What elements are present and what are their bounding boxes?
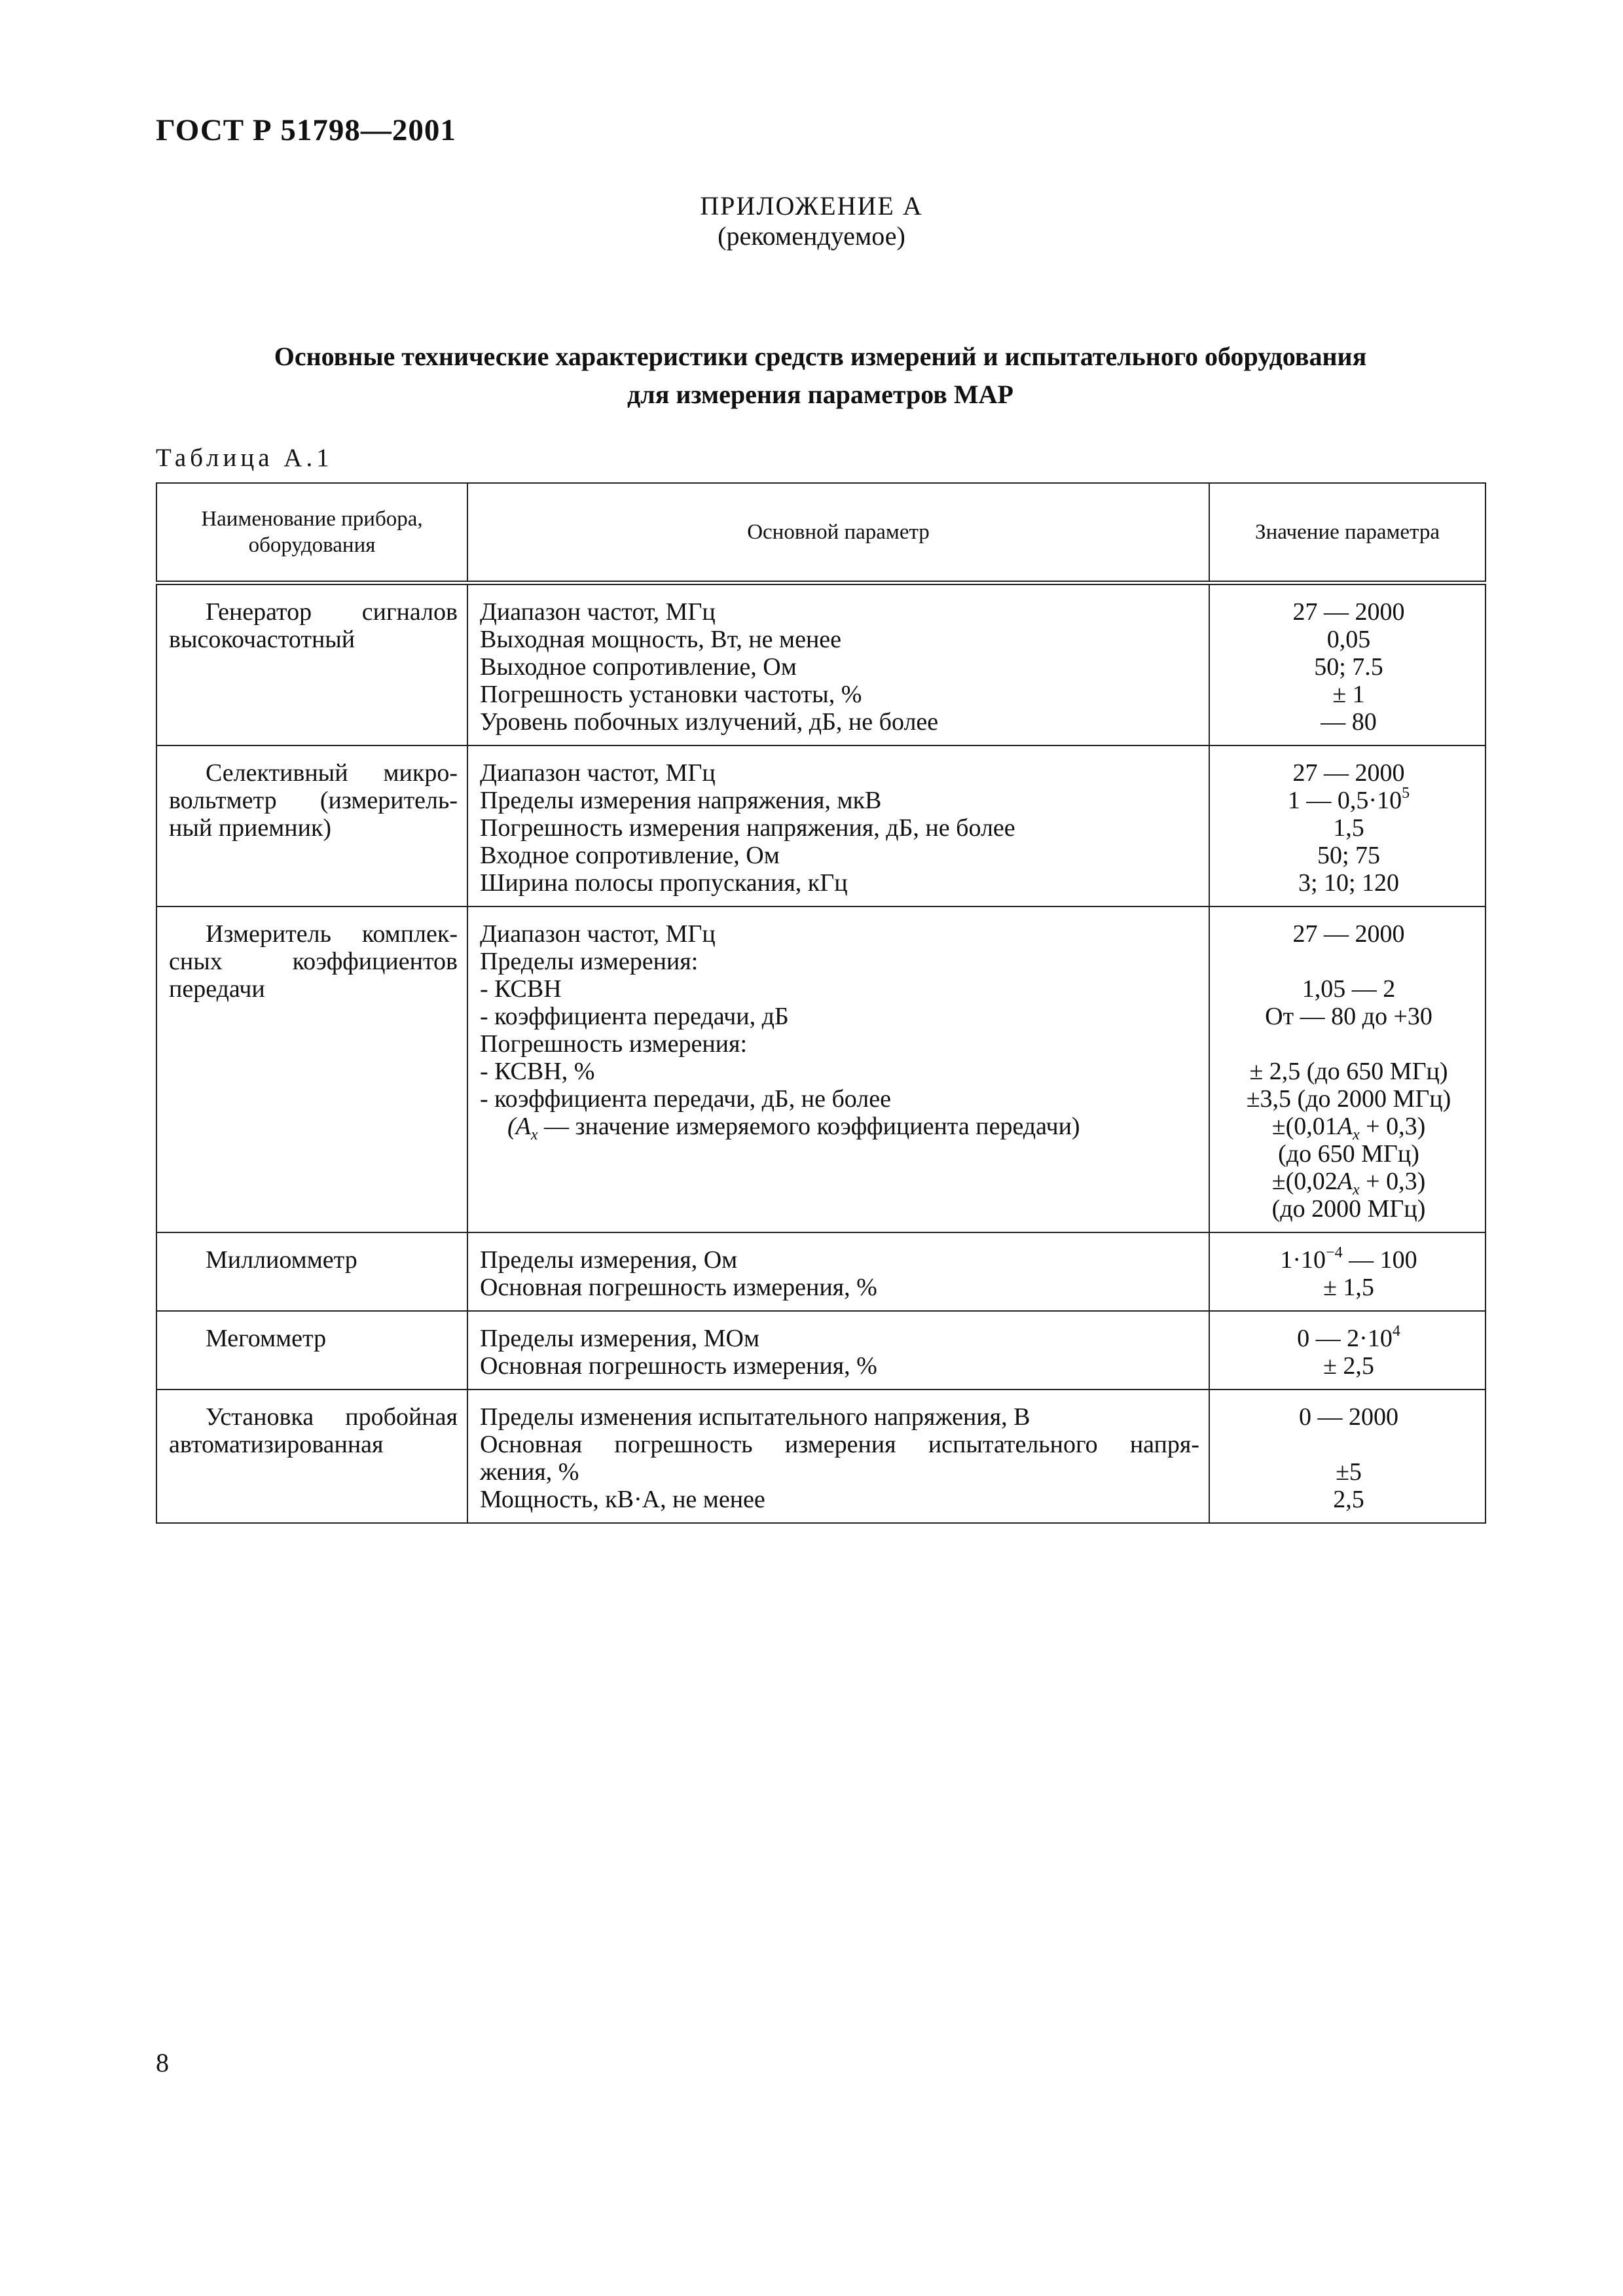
value-line: (до 2000 МГц) (1271, 1195, 1426, 1223)
table-row (156, 583, 1486, 746)
parameter-line: Выходная мощность, Вт, не менее (480, 626, 842, 653)
parameter-line: Погрешность измерения напряжения, дБ, не более (480, 814, 1015, 842)
value-cell (1209, 906, 1486, 1232)
device-cell (156, 1390, 467, 1523)
device-name-line: автоматизированная (169, 1431, 384, 1458)
device-name-line: Генератор сигналов (206, 598, 458, 626)
parameter-line: Диапазон частот, МГц (480, 759, 716, 787)
value-text: ±(0,01 (1271, 1113, 1338, 1140)
table-header-row (156, 483, 1486, 583)
table-caption: Таблица А.1 (156, 444, 333, 472)
value-line: 2,5 (1333, 1486, 1364, 1513)
device-name-line: высокочастотный (169, 626, 356, 653)
parameter-line: Основная погрешность измерения, % (480, 1352, 877, 1380)
heading-line-1: Основные технические характеристики средств измерений и испытательного оборудования (274, 342, 1367, 371)
value-line: 0,05 (1326, 626, 1371, 653)
value-cell (1209, 1232, 1486, 1311)
symbol-subscript: x (530, 1126, 538, 1143)
value-line: ±5 (1336, 1458, 1362, 1486)
value-cell (1209, 1390, 1486, 1523)
device-cell (156, 1232, 467, 1311)
symbol-text: (А (507, 1113, 531, 1140)
table-row (156, 906, 1486, 1232)
note-text: — значение измеряемого коэффициента передачи) (538, 1113, 1080, 1140)
device-cell (156, 583, 467, 746)
parameter-line: Основная погрешность измерения, % (480, 1274, 877, 1301)
value-cell (1209, 745, 1486, 906)
device-name-line: передачи (169, 975, 265, 1003)
device-cell (156, 906, 467, 1232)
parameter-line: Мощность, кВ·А, не менее (480, 1486, 765, 1513)
value-line: ± 2,5 (до 650 МГц) (1249, 1058, 1448, 1085)
appendix-block (0, 191, 1623, 251)
section-heading (156, 338, 1485, 414)
parameter-line: Пределы измерения, Ом (480, 1246, 738, 1274)
parameter-line: - коэффициента передачи, дБ, не более (480, 1085, 891, 1113)
value-line: ±3,5 (до 2000 МГц) (1246, 1085, 1451, 1113)
spacer (1222, 1030, 1476, 1058)
parameter-line: Пределы измерения, МОм (480, 1325, 760, 1352)
value-cell (1209, 583, 1486, 746)
parameter-line: Уровень побочных излучений, дБ, не более (480, 708, 939, 736)
value-cell (1209, 1311, 1486, 1390)
value-line (1222, 1325, 1476, 1352)
heading-line-2: для измерения параметров МАР (627, 380, 1013, 409)
device-name-line: Миллиомметр (206, 1246, 357, 1274)
value-line: ± 2,5 (1323, 1352, 1374, 1380)
parameter-note (480, 1113, 1199, 1143)
value-text: 1·10 (1280, 1246, 1326, 1274)
parameter-line: Пределы измерения напряжения, мкВ (480, 787, 882, 814)
parameter-line: Основная погрешность измерения испытательного напря- (480, 1431, 1199, 1458)
spacer (1222, 948, 1476, 975)
parameter-line: Диапазон частот, МГц (480, 598, 716, 626)
appendix-subtitle: (рекомендуемое) (718, 221, 905, 251)
exponent: −4 (1326, 1244, 1343, 1261)
device-name-line: вольтметр (измеритель- (169, 787, 458, 814)
symbol-subscript: x (1352, 1181, 1360, 1198)
device-name-line: ный приемник) (169, 814, 332, 842)
value-text: 0 — 2·10 (1297, 1325, 1393, 1352)
value-line: — 80 (1321, 708, 1377, 736)
value-line: 1,5 (1333, 814, 1364, 842)
document-code: ГОСТ Р 51798—2001 (156, 113, 456, 147)
device-name-line: Мегомметр (206, 1325, 327, 1352)
specs-table (156, 482, 1486, 1524)
value-text: 1 — 0,5·10 (1287, 787, 1402, 814)
parameter-line: - коэффициента передачи, дБ (480, 1003, 789, 1030)
symbol-text: А (1337, 1168, 1353, 1195)
appendix-title: ПРИЛОЖЕНИЕ А (700, 191, 923, 221)
table-row (156, 1311, 1486, 1390)
table-row (156, 745, 1486, 906)
value-line: ± 1 (1332, 681, 1365, 708)
parameter-line: Погрешность установки частоты, % (480, 681, 862, 708)
value-line: 0 — 2000 (1299, 1403, 1398, 1431)
value-line: 50; 75 (1317, 842, 1381, 869)
device-name-line: Селективный микро- (206, 759, 458, 787)
table-row (156, 1232, 1486, 1311)
value-text: + 0,3) (1359, 1113, 1426, 1140)
page-number: 8 (156, 2048, 169, 2077)
value-text: ±(0,02 (1271, 1168, 1338, 1195)
parameter-line: Диапазон частот, МГц (480, 920, 716, 948)
value-line: 1,05 — 2 (1302, 975, 1396, 1003)
column-header-parameter: Основной параметр (467, 483, 1209, 583)
value-text: + 0,3) (1359, 1168, 1426, 1195)
value-text: — 100 (1342, 1246, 1417, 1274)
parameter-line: Пределы измерения: (480, 948, 699, 975)
parameter-cell (467, 1311, 1209, 1390)
value-line (1222, 1113, 1476, 1143)
device-cell (156, 745, 467, 906)
exponent: 5 (1402, 785, 1410, 802)
spacer (1222, 1431, 1476, 1458)
parameter-line: Погрешность измерения: (480, 1030, 748, 1058)
parameter-line: Входное сопротивление, Ом (480, 842, 780, 869)
value-line: ± 1,5 (1323, 1274, 1374, 1301)
device-name-line: Установка пробойная (206, 1403, 458, 1431)
device-name-line: Измеритель комплек- (206, 920, 458, 948)
table-row (156, 1390, 1486, 1523)
symbol-subscript: x (1352, 1126, 1360, 1143)
value-line (1222, 1246, 1476, 1274)
parameter-line: - КСВН, % (480, 1058, 595, 1085)
parameter-line: Выходное сопротивление, Ом (480, 653, 797, 681)
parameter-line: Ширина полосы пропускания, кГц (480, 869, 848, 897)
parameter-cell (467, 1390, 1209, 1523)
device-name-line: сных коэффициентов (169, 948, 458, 975)
value-line: 27 — 2000 (1292, 759, 1405, 787)
value-line: От — 80 до +30 (1265, 1003, 1432, 1030)
value-line: 27 — 2000 (1292, 598, 1405, 626)
parameter-cell (467, 583, 1209, 746)
parameter-line: Пределы изменения испытательного напряжения, В (480, 1403, 1030, 1431)
value-line: 50; 7.5 (1314, 653, 1383, 681)
device-cell (156, 1311, 467, 1390)
column-header-value: Значение параметра (1209, 483, 1486, 583)
parameter-cell (467, 1232, 1209, 1311)
column-header-device: Наименование прибора, оборудования (156, 483, 467, 583)
symbol-text: А (1337, 1113, 1353, 1140)
parameter-cell (467, 745, 1209, 906)
value-line: 3; 10; 120 (1298, 869, 1400, 897)
parameter-line: - КСВН (480, 975, 562, 1003)
parameter-cell (467, 906, 1209, 1232)
value-line (1222, 1168, 1476, 1198)
value-line: 27 — 2000 (1292, 920, 1405, 948)
value-line (1222, 787, 1476, 814)
exponent: 4 (1392, 1323, 1400, 1340)
value-line: (до 650 МГц) (1278, 1140, 1419, 1168)
parameter-line: жения, % (480, 1458, 579, 1486)
